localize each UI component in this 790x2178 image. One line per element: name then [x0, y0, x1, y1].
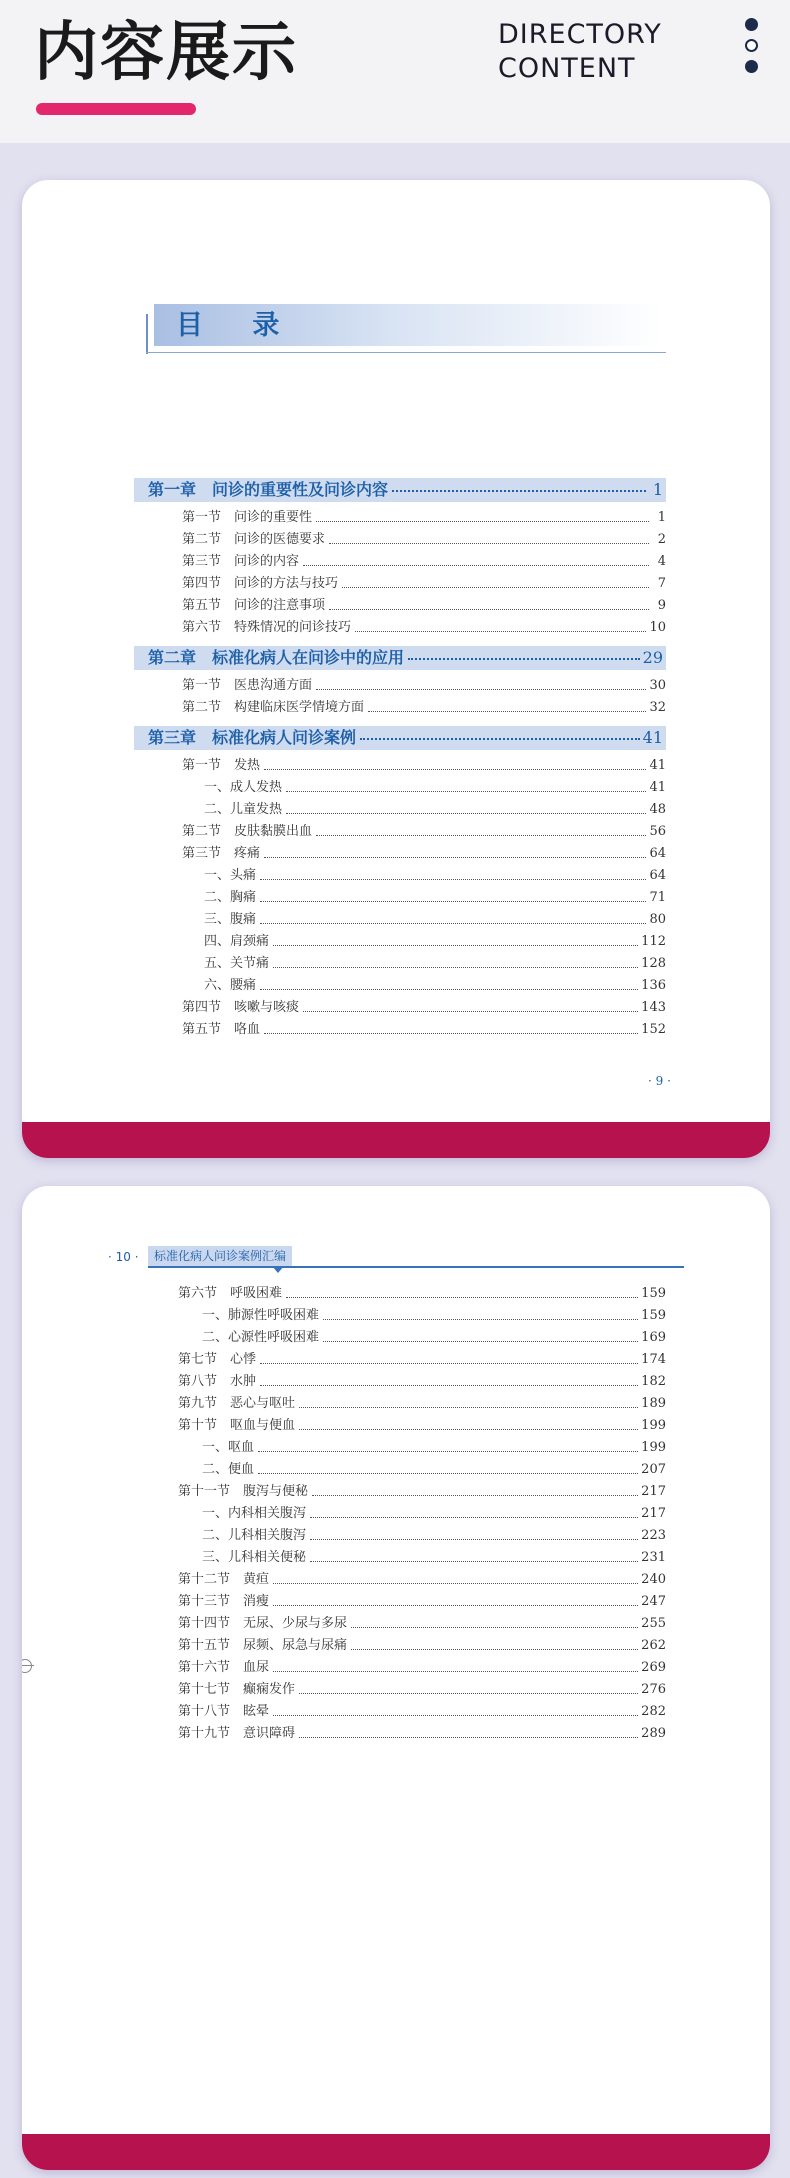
pager-dot [745, 60, 758, 73]
running-header [108, 1246, 684, 1268]
running-title: 标准化病人问诊案例汇编 [148, 1246, 292, 1266]
dot-leader [310, 1560, 638, 1562]
toc-entry-page: 136 [641, 978, 666, 993]
toc-section-row [178, 1726, 666, 1742]
toc-entry-label: 第四节 咳嗽与咳痰 [182, 1000, 300, 1015]
toc-subsection-row [204, 912, 666, 928]
toc-entry-label: 一、头痛 [204, 868, 257, 883]
book-page-1 [22, 180, 770, 1158]
toc-entry-label: 第一节 发热 [182, 758, 261, 773]
toc-section-row [182, 700, 666, 716]
toc-chapter-row [134, 478, 666, 502]
toc-entry-page: 240 [641, 1572, 666, 1587]
toc-section-row [178, 1286, 666, 1302]
dot-leader [351, 1626, 638, 1628]
page-header [0, 0, 790, 143]
crop-mark-icon [22, 1656, 34, 1676]
dot-leader [342, 586, 649, 588]
toc-entry-label: 第七节 心悸 [178, 1352, 257, 1367]
toc-section-row [178, 1704, 666, 1720]
toc-entry-page: 269 [641, 1660, 666, 1675]
toc-entry-page: 64 [649, 868, 666, 883]
toc-subsection-row [204, 934, 666, 950]
toc-entry-page: 112 [641, 934, 666, 949]
dot-leader [316, 688, 646, 690]
toc-entry-label: 第十八节 眩晕 [178, 1704, 270, 1719]
toc-entry-page: 255 [641, 1616, 666, 1631]
toc-subsection-row [204, 890, 666, 906]
toc-entry-page: 64 [649, 846, 666, 861]
toc-entry-label: 第三节 疼痛 [182, 846, 261, 861]
running-page-number: · 10 · [108, 1250, 139, 1264]
toc-entry-label: 第五节 问诊的注意事项 [182, 598, 326, 613]
toc-section-row [182, 1000, 666, 1016]
dot-leader [312, 1494, 638, 1496]
toc-section-row [178, 1616, 666, 1632]
toc-entry-label: 二、胸痛 [204, 890, 257, 905]
toc-subsection-row [202, 1330, 666, 1346]
toc-subsection-row [204, 978, 666, 994]
toc-entry-page: 169 [641, 1330, 666, 1345]
toc-section-row [178, 1352, 666, 1368]
dot-leader [260, 1362, 638, 1364]
toc-entry-label: 第十一节 腹泻与便秘 [178, 1484, 309, 1499]
toc-subsection-row [202, 1462, 666, 1478]
toc-entry-label: 第三章 标准化病人问诊案例 [148, 728, 357, 747]
dot-leader [329, 608, 649, 610]
toc-entry-label: 第十五节 尿频、尿急与尿痛 [178, 1638, 348, 1653]
dot-leader [316, 520, 649, 522]
dot-leader [299, 1692, 638, 1694]
toc-entry-page: 247 [641, 1594, 666, 1609]
dot-leader [303, 1010, 638, 1012]
toc-entry-label: 第六节 特殊情况的问诊技巧 [182, 620, 352, 635]
toc-title: 目 录 [176, 310, 300, 341]
dot-leader [273, 944, 638, 946]
toc-section-row [182, 758, 666, 774]
toc-entry-label: 第五节 咯血 [182, 1022, 261, 1037]
section-title: 内容展示 [34, 16, 298, 90]
toc-chapter-row [134, 726, 666, 750]
toc-entry-label: 一、成人发热 [204, 780, 283, 795]
toc-heading-rule [146, 314, 148, 354]
toc-entry-page: 199 [641, 1418, 666, 1433]
dot-leader [323, 1340, 638, 1342]
toc-entry-page: 48 [649, 802, 666, 817]
toc-entry-page: 80 [649, 912, 666, 927]
toc-entry-page: 41 [649, 780, 666, 795]
dot-leader [329, 542, 649, 544]
toc-entry-label: 第三节 问诊的内容 [182, 554, 300, 569]
toc-heading-underline [146, 352, 666, 353]
toc-entry-page: 41 [649, 758, 666, 773]
toc-entry-label: 第二节 构建临床医学情境方面 [182, 700, 365, 715]
toc-entry-page: 1 [657, 510, 666, 525]
toc-section-row [178, 1418, 666, 1434]
toc-entry-page: 207 [641, 1462, 666, 1477]
toc-entry-page: 7 [657, 576, 666, 591]
toc-entry-label: 一、内科相关腹泻 [202, 1506, 307, 1521]
dot-leader [299, 1406, 638, 1408]
toc-section-row [182, 846, 666, 862]
dot-leader [310, 1538, 638, 1540]
toc-entry-label: 第九节 恶心与呕吐 [178, 1396, 296, 1411]
toc-entry-page: 199 [641, 1440, 666, 1455]
toc-entry-label: 第十三节 消瘦 [178, 1594, 270, 1609]
toc-entry-page: 223 [641, 1528, 666, 1543]
toc-section-row [182, 620, 666, 636]
toc-entry-label: 第十二节 黄疸 [178, 1572, 270, 1587]
dot-leader [299, 1736, 638, 1738]
dot-leader [258, 1472, 638, 1474]
toc-entry-label: 三、儿科相关便秘 [202, 1550, 307, 1565]
toc-subsection-row [202, 1506, 666, 1522]
toc-entry-page: 282 [641, 1704, 666, 1719]
toc-entry-page: 262 [641, 1638, 666, 1653]
dot-leader [273, 1714, 638, 1716]
toc-entry-label: 第八节 水肿 [178, 1374, 257, 1389]
pager-dot [745, 18, 758, 31]
dot-leader [310, 1516, 638, 1518]
dot-leader [408, 658, 640, 660]
toc-entry-label: 二、心源性呼吸困难 [202, 1330, 320, 1345]
dot-leader [368, 710, 646, 712]
toc-entry-label: 一、肺源性呼吸困难 [202, 1308, 320, 1323]
toc-section-row [178, 1396, 666, 1412]
toc-entry-label: 第十四节 无尿、少尿与多尿 [178, 1616, 348, 1631]
toc-entry-label: 三、腹痛 [204, 912, 257, 927]
dot-leader [273, 1582, 638, 1584]
toc-entry-page: 182 [641, 1374, 666, 1389]
dot-leader [273, 1670, 638, 1672]
toc-subsection-row [202, 1308, 666, 1324]
dot-leader [260, 878, 646, 880]
toc-heading [146, 304, 666, 352]
toc-subsection-row [204, 780, 666, 796]
dot-leader [273, 1604, 638, 1606]
toc-entry-page: 29 [642, 648, 663, 667]
toc-section-row [182, 1022, 666, 1038]
dot-leader [286, 790, 646, 792]
toc-entry-page: 152 [641, 1022, 666, 1037]
toc-entry-label: 一、呕血 [202, 1440, 255, 1455]
toc-entry-label: 第四节 问诊的方法与技巧 [182, 576, 339, 591]
toc-entry-page: 4 [657, 554, 666, 569]
dot-leader [264, 856, 646, 858]
dot-leader [299, 1428, 638, 1430]
pager-dot-active [745, 39, 758, 52]
pager-dots [745, 18, 761, 81]
toc-entry-page: 2 [657, 532, 666, 547]
dot-leader [260, 922, 646, 924]
title-underline [36, 103, 196, 115]
dot-leader [351, 1648, 638, 1650]
toc-section-row [182, 532, 666, 548]
toc-entry-label: 五、关节痛 [204, 956, 270, 971]
toc-section-row [178, 1572, 666, 1588]
toc-entry-label: 第十六节 血尿 [178, 1660, 270, 1675]
toc-entry-label: 六、腰痛 [204, 978, 257, 993]
dot-leader [316, 834, 646, 836]
toc-entry-label: 第二节 皮肤黏膜出血 [182, 824, 313, 839]
toc-entry-label: 第十七节 癫痫发作 [178, 1682, 296, 1697]
toc-entry-page: 159 [641, 1286, 666, 1301]
toc-entry-label: 四、肩颈痛 [204, 934, 270, 949]
toc-entry-page: 71 [649, 890, 666, 905]
toc-entry-label: 第一节 问诊的重要性 [182, 510, 313, 525]
toc-entry-page: 159 [641, 1308, 666, 1323]
dot-leader [303, 564, 649, 566]
toc-entry-page: 143 [641, 1000, 666, 1015]
toc-entry-label: 二、便血 [202, 1462, 255, 1477]
page-number: · 9 · [648, 1074, 671, 1088]
toc-entry-page: 56 [649, 824, 666, 839]
toc-entry-label: 第二章 标准化病人在问诊中的应用 [148, 648, 405, 667]
toc-section-row [182, 576, 666, 592]
toc-section-row [182, 554, 666, 570]
toc-subsection-row [204, 868, 666, 884]
toc-section-row [182, 678, 666, 694]
toc-entry-label: 第六节 呼吸困难 [178, 1286, 283, 1301]
toc-entry-label: 第一节 医患沟通方面 [182, 678, 313, 693]
section-english-title [498, 18, 662, 86]
dot-leader [264, 768, 646, 770]
toc-entry-page: 10 [649, 620, 666, 635]
toc-entry-page: 289 [641, 1726, 666, 1741]
toc-section-row [178, 1660, 666, 1676]
toc-entry-label: 二、儿童发热 [204, 802, 283, 817]
toc-section-row [182, 510, 666, 526]
toc-subsection-row [202, 1528, 666, 1544]
dot-leader [392, 490, 646, 492]
toc-entry-page: 41 [642, 728, 663, 747]
running-header-rule [148, 1266, 684, 1268]
toc-subsection-row [202, 1550, 666, 1566]
toc-entry-page: 217 [641, 1506, 666, 1521]
dot-leader [258, 1450, 638, 1452]
dot-leader [360, 738, 640, 740]
toc-section-row [182, 824, 666, 840]
book-page-2 [22, 1186, 770, 2170]
english-line-1: DIRECTORY [498, 19, 662, 50]
toc-entry-page: 1 [652, 480, 663, 499]
dot-leader [260, 900, 646, 902]
toc-entry-page: 189 [641, 1396, 666, 1411]
dot-leader [323, 1318, 638, 1320]
english-line-2: CONTENT [498, 53, 636, 84]
running-header-marker [272, 1266, 284, 1273]
toc-entry-page: 128 [641, 956, 666, 971]
toc-section-row [182, 598, 666, 614]
dot-leader [260, 988, 638, 990]
toc-subsection-row [202, 1440, 666, 1456]
dot-leader [355, 630, 646, 632]
toc-section-row [178, 1594, 666, 1610]
dot-leader [260, 1384, 638, 1386]
dot-leader [286, 1296, 638, 1298]
page-footer-band [22, 1122, 770, 1158]
toc-entry-page: 30 [649, 678, 666, 693]
dot-leader [264, 1032, 638, 1034]
toc-entry-label: 第一章 问诊的重要性及问诊内容 [148, 480, 389, 499]
toc-entry-page: 231 [641, 1550, 666, 1565]
page-footer-band [22, 2134, 770, 2170]
toc-entry-label: 第十九节 意识障碍 [178, 1726, 296, 1741]
toc-entry-page: 174 [641, 1352, 666, 1367]
toc-entry-page: 217 [641, 1484, 666, 1499]
toc-chapter-row [134, 646, 666, 670]
toc-entry-label: 二、儿科相关腹泻 [202, 1528, 307, 1543]
toc-entry-page: 32 [649, 700, 666, 715]
toc-section-row [178, 1374, 666, 1390]
toc-entry-label: 第十节 呕血与便血 [178, 1418, 296, 1433]
toc-entry-page: 276 [641, 1682, 666, 1697]
dot-leader [286, 812, 646, 814]
dot-leader [273, 966, 638, 968]
toc-section-row [178, 1638, 666, 1654]
toc-subsection-row [204, 802, 666, 818]
toc-section-row [178, 1682, 666, 1698]
toc-entry-page: 9 [657, 598, 666, 613]
toc-entry-label: 第二节 问诊的医德要求 [182, 532, 326, 547]
toc-section-row [178, 1484, 666, 1500]
toc-subsection-row [204, 956, 666, 972]
